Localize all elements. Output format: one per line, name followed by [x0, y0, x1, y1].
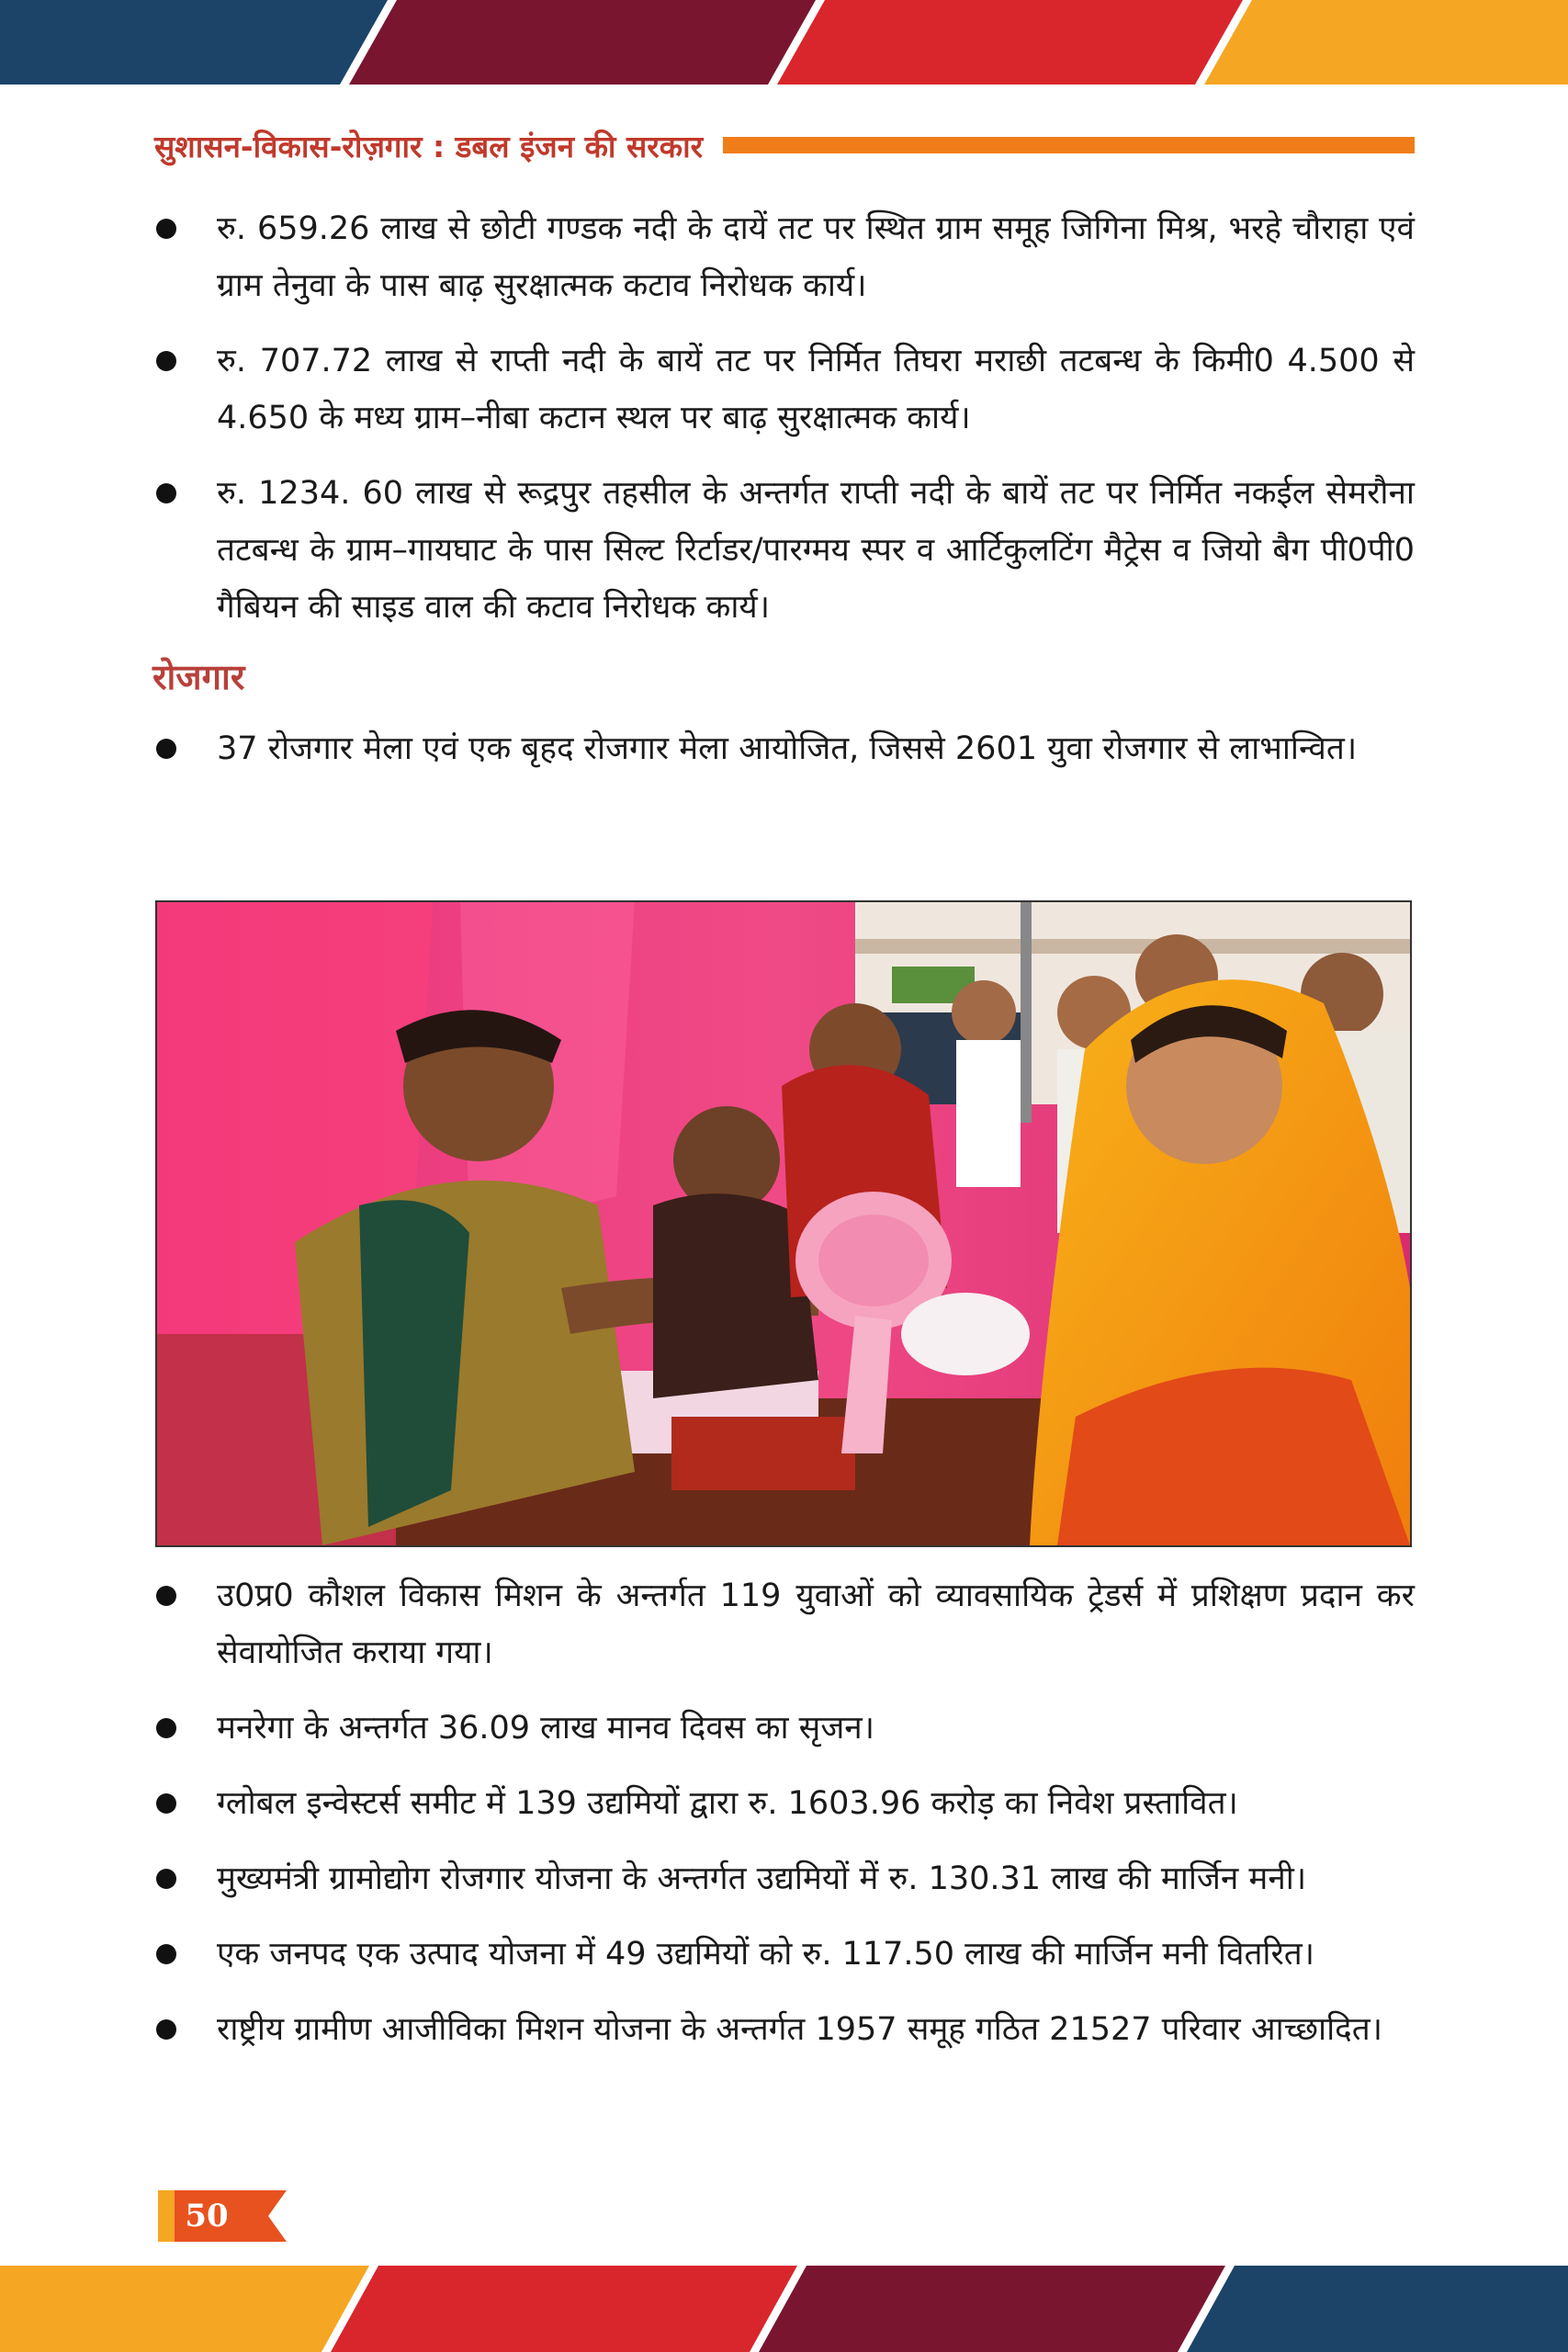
bullet-icon [156, 1944, 176, 1964]
list-item [152, 720, 1415, 777]
page-number: 50 [185, 2198, 229, 2234]
list-item-text: रु. 659.26 लाख से छोटी गण्डक नदी के दायें तट पर स्थित ग्राम समूह जिगिना मिश्र, भरहे चौराहा एवं ग्राम तेनुवा के पास बाढ़ सुरक्षात्मक कटाव निरोधक कार्य। [217, 210, 1415, 304]
main-content-lower [152, 1567, 1415, 2076]
list-item [152, 1926, 1415, 1983]
list-item [152, 1775, 1415, 1832]
event-photo [155, 900, 1412, 1547]
bullet-icon [156, 739, 176, 759]
list-item-text: उ0प्र0 कौशल विकास मिशन के अन्तर्गत 119 युवाओं को व्यावसायिक ट्रेडर्स में प्रशिक्षण प्रदान कर सेवायोजित कराया गया। [217, 1577, 1415, 1671]
list-item-text: मुख्यमंत्री ग्रामोद्योग रोजगार योजना के अन्तर्गत उद्यमियों में रु. 130.31 लाख की मार्जिन मनी। [217, 1860, 1307, 1897]
list-item [152, 333, 1415, 447]
header-rule [723, 137, 1415, 153]
bullet-icon [156, 351, 176, 371]
top-color-band [0, 0, 1568, 85]
list-item [152, 200, 1415, 314]
bottom-color-band [0, 2266, 1568, 2352]
bullet-icon [156, 1586, 176, 1606]
bullet-icon [156, 1718, 176, 1738]
running-header [154, 127, 1415, 164]
bullet-icon [156, 483, 176, 503]
bullet-icon [156, 2019, 176, 2040]
main-content-upper [152, 200, 1415, 796]
section-heading-rozgar: रोजगार [152, 656, 245, 697]
list-item-text: मनरेगा के अन्तर्गत 36.09 लाख मानव दिवस का सृजन। [217, 1710, 874, 1747]
list-item [152, 1850, 1415, 1907]
list-item [152, 1567, 1415, 1681]
list-item [152, 2001, 1415, 2058]
list-item-text: ग्लोबल इन्वेस्टर्स समीट में 139 उद्यमियों द्वारा रु. 1603.96 करोड़ का निवेश प्रस्तावित। [217, 1785, 1238, 1822]
running-title: सुशासन-विकास-रोज़गार : डबल इंजन की सरकार [154, 128, 704, 164]
bullet-icon [156, 1869, 176, 1889]
bullet-icon [156, 219, 176, 239]
list-item-text: रु. 1234. 60 लाख से रूद्रपुर तहसील के अन्तर्गत राप्ती नदी के बायें तट पर निर्मित नकईल सेमरौना तटबन्ध के ग्राम–गायघाट के पास सिल्ट रिर्टाडर/पारग्मय स्पर व आर्टिकुलटिंग मैट्रेस व जियो बैग पी0पी0 गैबियन की साइड वाल की कटाव निरोधक कार्य। [217, 475, 1415, 626]
list-item-text: 37 रोजगार मेला एवं एक बृहद रोजगार मेला आयोजित, जिससे 2601 युवा रोजगार से लाभान्वित। [217, 730, 1358, 767]
list-item [152, 1700, 1415, 1757]
list-item-text: एक जनपद एक उत्पाद योजना में 49 उद्यमियों को रु. 117.50 लाख की मार्जिन मनी वितरित। [217, 1936, 1314, 1973]
list-item-text: राष्ट्रीय ग्रामीण आजीविका मिशन योजना के अन्तर्गत 1957 समूह गठित 21527 परिवार आच्छादित। [217, 2011, 1382, 2048]
list-item [152, 465, 1415, 636]
list-item-text: रु. 707.72 लाख से राप्ती नदी के बायें तट पर निर्मित तिघरा मराछी तटबन्ध के किमी0 4.500 से 4.650 के मध्य ग्राम–नीबा कटान स्थल पर बाढ़ सुरक्षात्मक कार्य। [217, 343, 1415, 436]
bullet-icon [156, 1793, 176, 1814]
